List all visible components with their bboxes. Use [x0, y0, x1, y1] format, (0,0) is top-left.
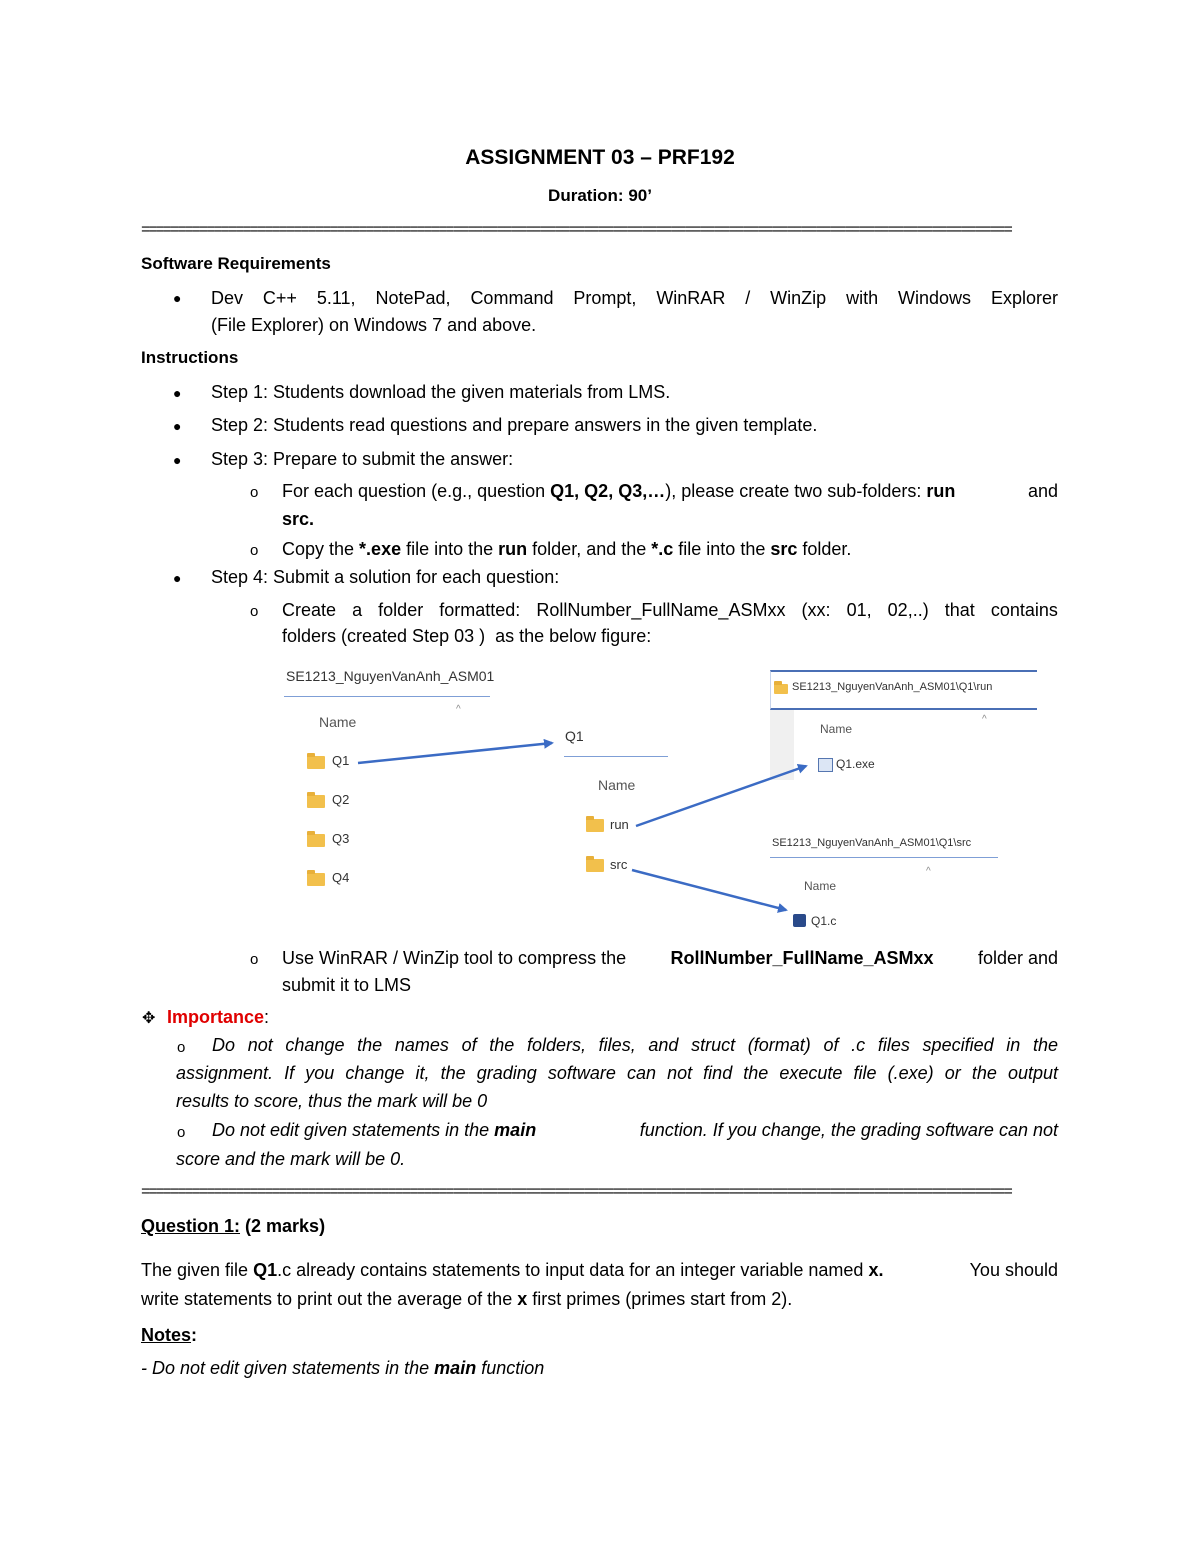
arrow-run-to-exe: [636, 766, 806, 826]
run-path: SE1213_NguyenVanAnh_ASM01\Q1\run: [792, 681, 993, 693]
folder-q3: Q3: [332, 831, 350, 846]
folder-q2: Q2: [332, 792, 350, 807]
arrow-src-to-c: [632, 870, 786, 910]
software-heading: Software Requirements: [141, 254, 331, 273]
root-name-header: Name: [319, 714, 357, 730]
text-run: The given file Q1.c already contains statements to input data for an integer variable named x.: [141, 1260, 884, 1280]
separator-rule: ========================================================================================================================: [141, 1184, 1012, 1201]
root-path: SE1213_NguyenVanAnh_ASM01: [286, 668, 495, 684]
text-run: function. If you change, the grading software can not: [634, 1120, 1058, 1140]
step-4: Step 4: Submit a solution for each question:: [211, 567, 560, 587]
circle-bullet-icon: o: [250, 603, 259, 620]
word: contains: [990, 600, 1058, 620]
step-3: Step 3: Prepare to submit the answer:: [211, 449, 514, 469]
chevron-up-icon: ^: [982, 714, 987, 725]
folder-q1: Q1: [332, 753, 350, 768]
word: Prompt,: [573, 288, 637, 308]
circle-bullet-icon: o: [250, 484, 259, 501]
question-1-text-line-2: write statements to print out the average of the x first primes (primes start from 2).: [141, 1289, 793, 1309]
note-1: - Do not edit given statements in the main function: [141, 1358, 545, 1378]
word: formatted:: [439, 600, 521, 620]
text-run: folder and: [972, 948, 1058, 968]
page-title: ASSIGNMENT 03 – PRF192: [465, 146, 735, 169]
step-3b: Copy the *.exe file into the run folder, and the *.c file into the src folder.: [282, 539, 852, 559]
step-4a-line-1: [282, 600, 1058, 621]
figure-arrows: [280, 660, 1060, 940]
q1-path: Q1: [565, 728, 584, 744]
text-run: and: [1027, 481, 1058, 501]
bullet-icon: ●: [173, 452, 182, 468]
importance-item-2-line-1: [212, 1120, 1058, 1141]
word: folder: [378, 600, 424, 620]
word: a: [352, 600, 363, 620]
src-path: SE1213_NguyenVanAnh_ASM01\Q1\src: [772, 837, 972, 849]
circle-bullet-icon: o: [250, 951, 259, 968]
word: C++: [262, 288, 297, 308]
folder-q4: Q4: [332, 870, 350, 885]
folder-src: src: [610, 857, 628, 872]
step-4b-line-2: submit it to LMS: [282, 975, 412, 995]
question-1-heading: Question 1: (2 marks): [141, 1216, 326, 1236]
bullet-icon: ●: [173, 290, 182, 306]
circle-bullet-icon: o: [250, 542, 259, 559]
word: WinRAR: [656, 288, 726, 308]
word: with: [846, 288, 879, 308]
step-3a-line-2: src.: [282, 509, 315, 529]
bullet-icon: ●: [173, 385, 182, 401]
software-line-2: (File Explorer) on Windows 7 and above.: [211, 315, 537, 335]
arrow-q1-to-q1: [358, 743, 552, 763]
word: Windows: [898, 288, 972, 308]
step-2: Step 2: Students read questions and prepare answers in the given template.: [211, 415, 818, 435]
text-run: Do not edit given statements in the main: [212, 1120, 537, 1140]
q1-name-header: Name: [598, 777, 636, 793]
importance-item-2-line-2: score and the mark will be 0.: [176, 1149, 406, 1169]
text-run: Use WinRAR / WinZip tool to compress the: [282, 948, 632, 968]
folder-run: run: [610, 817, 629, 832]
step-4b-line-1: [282, 948, 1058, 969]
step-4a-line-2: folders (created Step 03 ) as the below figure:: [282, 626, 652, 646]
importance-item-1-line-2: assignment. If you change it, the grading software can not find the execute file (.exe) or the output: [176, 1063, 1058, 1083]
word: 5.11,: [316, 288, 356, 308]
src-file: Q1.c: [811, 914, 837, 928]
word: that: [944, 600, 975, 620]
word: /: [745, 288, 751, 308]
step-1: Step 1: Students download the given materials from LMS.: [211, 382, 671, 402]
text-run: For each question (e.g., question Q1, Q2, Q3,…), please create two sub-folders: run: [282, 481, 956, 501]
word: Create: [282, 600, 337, 620]
word: Command: [470, 288, 554, 308]
separator-rule: ========================================================================================================================: [141, 222, 1012, 239]
run-name-header: Name: [820, 722, 853, 736]
software-line-1: [211, 288, 1058, 309]
run-file: Q1.exe: [836, 757, 875, 771]
src-name-header: Name: [804, 879, 837, 893]
word: (xx:: [801, 600, 831, 620]
bullet-icon: ●: [173, 418, 182, 434]
word: Dev: [211, 288, 244, 308]
chevron-up-icon: ^: [926, 866, 931, 877]
bullet-icon: ●: [173, 570, 182, 586]
importance-item-1-line-3: results to score, thus the mark will be 0: [176, 1091, 488, 1111]
notes-heading: Notes:: [141, 1325, 198, 1345]
instructions-heading: Instructions: [141, 348, 239, 367]
diamond-star-icon: ✥: [142, 1010, 156, 1027]
importance-heading: Importance:: [167, 1007, 270, 1027]
word: 02,..): [887, 600, 929, 620]
word: WinZip: [770, 288, 827, 308]
text-run: You should: [964, 1260, 1058, 1280]
word: NotePad,: [375, 288, 451, 308]
word: Explorer: [990, 288, 1058, 308]
circle-bullet-icon: o: [177, 1124, 186, 1141]
folder-structure-figure: [280, 660, 1060, 940]
word: 01,: [846, 600, 872, 620]
chevron-up-icon: ^: [456, 704, 461, 715]
importance-item-1-line-1: Do not change the names of the folders, files, and struct (format) of .c files specified in the: [212, 1035, 1058, 1055]
text-run: RollNumber_FullName_ASMxx: [670, 948, 934, 968]
duration-text: Duration: 90’: [548, 186, 652, 205]
word: RollNumber_FullName_ASMxx: [536, 600, 786, 620]
circle-bullet-icon: o: [177, 1039, 186, 1056]
question-1-text-line-1: [141, 1260, 1058, 1281]
step-3a-line-1: [282, 481, 1058, 502]
